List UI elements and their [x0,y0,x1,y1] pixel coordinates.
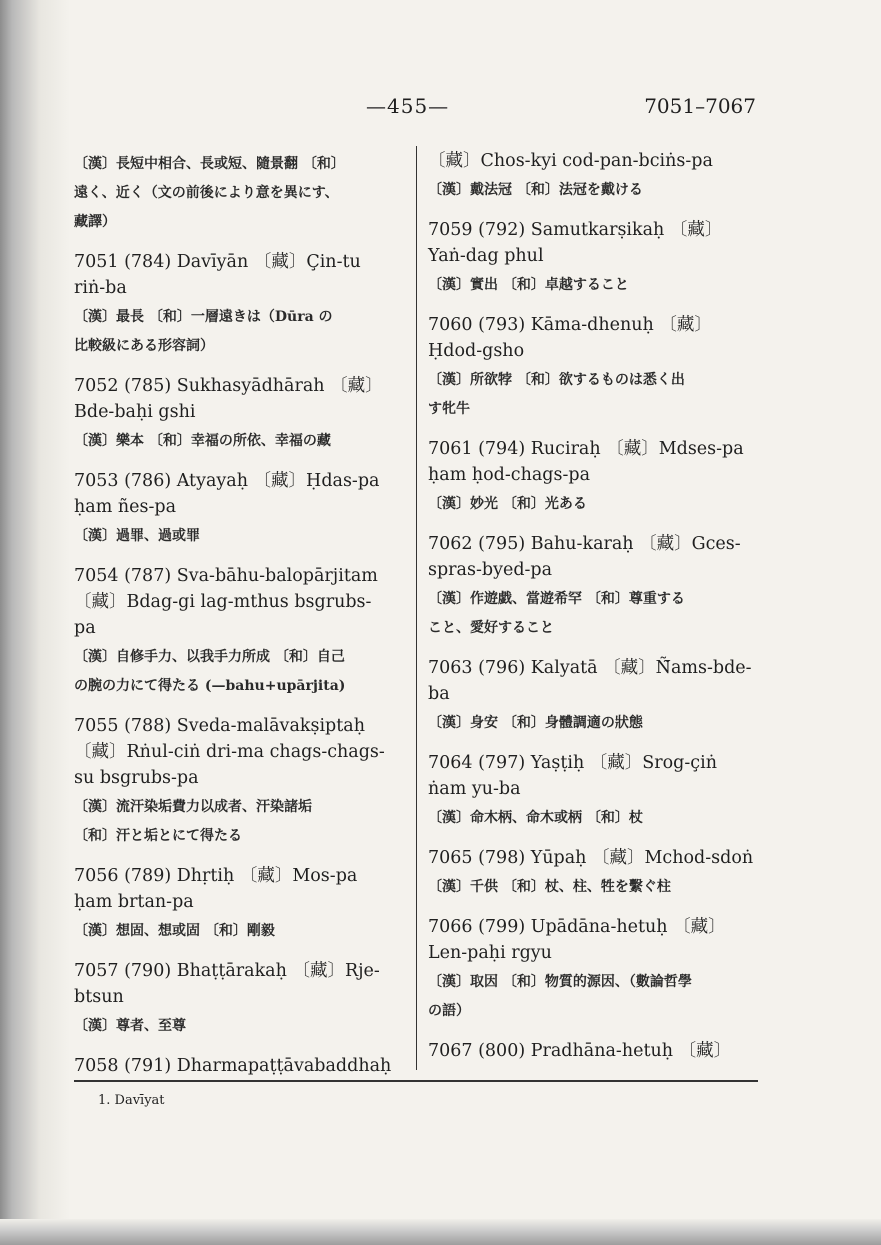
entry-line: 7060 (793) Kāma-dhenuḥ 〔藏〕 [428,315,712,335]
entry-line: spras-byed-pa [428,560,553,580]
entry-line: 7058 (791) Dharmapaṭṭāvabaddhaḥ [74,1056,392,1076]
entry-line: 7055 (788) Sveda-malāvakṣiptaḥ [74,716,365,736]
entry-line: 7066 (799) Upādāna-hetuḥ 〔藏〕 [428,917,726,937]
entry-gloss: 〔漢〕樂本 〔和〕幸福の所依、幸福の藏 [74,433,331,449]
dictionary-entry [74,713,406,849]
entry-line: 7067 (800) Pradhāna-hetuḥ 〔藏〕 [428,1041,732,1061]
dictionary-entry [74,1053,406,1079]
dictionary-entry [74,863,406,944]
entry-line: ḥam brtan-pa [74,892,194,912]
dictionary-entry [74,563,406,699]
entry-line: 7051 (784) Davīyān 〔藏〕Çin-tu [74,252,361,272]
entry-line: su bsgrubs-pa [74,768,199,788]
entry-line: Ḥdod-gsho [428,341,525,361]
entry-gloss: 比較級にある形容詞） [74,338,214,354]
entry-gloss: 〔漢〕身安 〔和〕身體調適の狀態 [428,715,643,731]
entry-gloss: こと、愛好すること [428,620,554,636]
left-column [74,148,406,1093]
right-column [428,148,758,1078]
column-divider [416,146,417,1070]
entry-gloss: 〔漢〕妙光 〔和〕光ある [428,496,587,512]
dictionary-entry [428,914,758,1024]
entry-line: Bde-baḥi gshi [74,402,196,422]
dictionary-entry [428,148,758,203]
entry-gloss: 〔漢〕過罪、過或罪 [74,528,200,544]
entry-line: 〔藏〕Bdag-gi lag-mthus bsgrubs- [74,592,372,612]
entry-line: ba [428,684,450,704]
entry-line: 7063 (796) Kalyatā 〔藏〕Ñ̃ams-bde- [428,658,752,678]
entry-gloss: 〔漢〕作遊戯、當遊希罕 〔和〕尊重する [428,591,685,607]
page-header [0,94,881,126]
entry-line: 〔藏〕Rṅul-ciṅ dri-ma chags-chags- [74,742,385,762]
dictionary-entry [428,845,758,900]
entry-line: 7057 (790) Bhaṭṭārakaḥ 〔藏〕Rje- [74,961,380,981]
entry-gloss: の腕の力にて得たる (—bahu+upārjita) [74,678,346,694]
footnote: 1. Davīyat [98,1093,165,1108]
entry-gloss: 〔漢〕尊者、至尊 [74,1018,186,1034]
dictionary-entry [428,436,758,517]
entry-line: 7052 (785) Sukhasyādhārah 〔藏〕 [74,376,383,396]
dictionary-entry [428,655,758,736]
entry-line: pa [74,618,96,638]
dictionary-entry [428,531,758,641]
entry-line: Yaṅ-dag phul [428,246,544,266]
entry-line: 〔藏〕Chos-kyi cod-pan-bciṅs-pa [428,151,713,171]
entry-gloss: の語） [428,1003,470,1019]
dictionary-entry [428,312,758,422]
dictionary-entry [74,958,406,1039]
dictionary-entry [428,1038,758,1064]
entry-line: 7059 (792) Samutkarṣikaḥ 〔藏〕 [428,220,723,240]
dictionary-entry [74,373,406,454]
entry-line: riṅ-ba [74,278,127,298]
entry-gloss: 〔漢〕取因 〔和〕物質的源因、（數論哲學 [428,974,692,990]
entry-gloss: 〔漢〕最長 〔和〕一層遠きは（Dūra の [74,309,333,325]
entry-gloss: 〔漢〕想固、想或固 〔和〕剛毅 [74,923,275,939]
entry-line: ṅam yu-ba [428,779,521,799]
entry-gloss: 〔漢〕所欲㹀 〔和〕欲するものは悉く出 [428,372,685,388]
dictionary-entry [428,217,758,298]
entry-gloss: 〔漢〕命木柄、命木或柄 〔和〕杖 [428,810,643,826]
entry-gloss: 藏譯） [74,214,116,230]
dictionary-entry [74,468,406,549]
entry-line: btsun [74,987,124,1007]
entry-range: 7051–7067 [644,94,756,118]
entry-gloss: 〔漢〕自修手力、以我手力所成 〔和〕自己 [74,649,345,665]
entry-line: 7056 (789) Dhṛtiḥ 〔藏〕Mos-pa [74,866,358,886]
entry-gloss: 〔漢〕戴法冠 〔和〕法冠を戴ける [428,182,643,198]
entry-gloss: 〔漢〕千供 〔和〕杖、柱、牲を繫ぐ柱 [428,879,671,895]
entry-gloss: 〔漢〕流汗染垢費力以成者、汗染諸垢 [74,799,312,815]
entry-line: 7062 (795) Bahu-karaḥ 〔藏〕Gces- [428,534,741,554]
entry-gloss: 遠く、近く（文の前後により意を異にす、 [74,185,339,201]
entry-gloss: 〔漢〕長短中相合、長或短、隨景翻 〔和〕 [74,156,345,172]
entry-line: 7065 (798) Yūpaḥ 〔藏〕Mchod-sdoṅ [428,848,754,868]
dictionary-entry [74,152,406,235]
entry-line: 7053 (786) Atyayaḥ 〔藏〕Ḥdas-pa [74,471,380,491]
dictionary-entry [428,750,758,831]
entry-line: 7061 (794) Ruciraḥ 〔藏〕Mdses-pa [428,439,744,459]
entry-line: 7064 (797) Yaṣṭiḥ 〔藏〕Srog-çiṅ [428,753,717,773]
entry-line: 7054 (787) Sva-bāhu-balopārjitam [74,566,378,586]
entry-gloss: す牝牛 [428,401,470,417]
entry-line: Len-paḥi rgyu [428,943,552,963]
entry-gloss: 〔漢〕實出 〔和〕卓越すること [428,277,629,293]
entry-gloss: 〔和〕汗と垢とにて得たる [74,828,242,844]
dictionary-entry [74,249,406,359]
entry-line: ḥam ñes-pa [74,497,177,517]
page-number: —455— [366,94,450,118]
footnote-rule [74,1080,758,1082]
entry-line: ḥam ḥod-chags-pa [428,465,591,485]
